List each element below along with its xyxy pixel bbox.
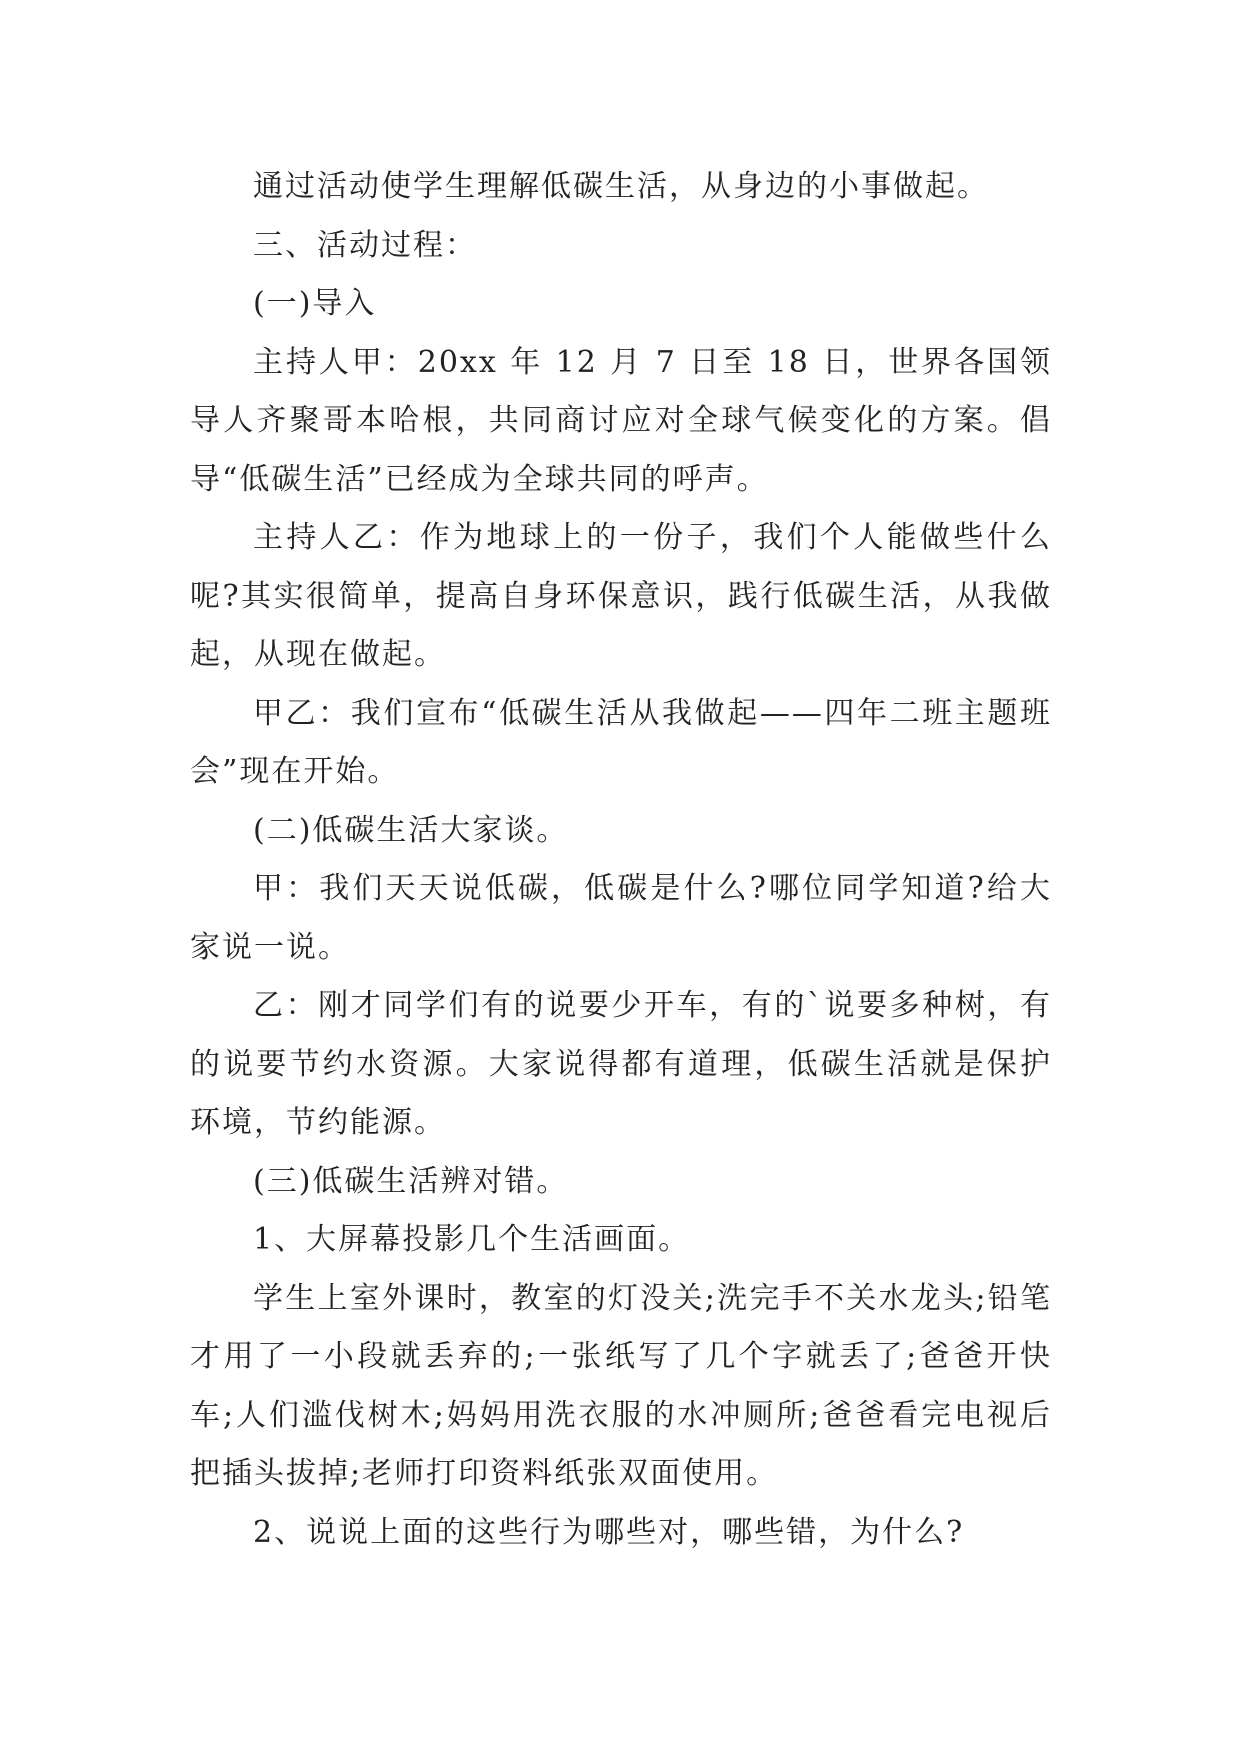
- paragraph-host-a: 主持人甲：20xx 年 12 月 7 日至 18 日，世界各国领导人齐聚哥本哈根，共同商讨应对全球气候变化的方案。倡导“低碳生活”已经成为全球共同的呼声。: [190, 344, 1052, 497]
- paragraph-announcement: 甲乙：我们宣布“低碳生活从我做起——四年二班主题班会”现在开始。: [190, 695, 1052, 789]
- document-body: [190, 158, 1052, 1562]
- paragraph-a-question: 甲：我们天天说低碳，低碳是什么?哪位同学知道?给大家说一说。: [190, 871, 1052, 965]
- paragraph-host-b: 主持人乙：作为地球上的一份子，我们个人能做些什么呢?其实很简单，提高自身环保意识，践行低碳生活，从我做起，从现在做起。: [190, 520, 1052, 672]
- list-item-2: 2、说说上面的这些行为哪些对，哪些错，为什么?: [253, 1514, 965, 1550]
- paragraph-b-summary: 乙：刚才同学们有的说要少开车，有的`说要多种树，有的说要节约水资源。大家说得都有道理，低碳生活就是保护环境，节约能源。: [190, 988, 1052, 1140]
- subheading-introduction: (一)导入: [253, 286, 377, 321]
- paragraph-goal: 通过活动使学生理解低碳生活，从身边的小事做起。: [253, 169, 989, 204]
- subheading-right-wrong: (三)低碳生活辨对错。: [253, 1163, 569, 1199]
- paragraph-scenarios: 学生上室外课时，教室的灯没关;洗完手不关水龙头;铅笔才用了一小段就丢弃的;一张纸写了几个字就丢了;爸爸开快车;人们滥伐树木;妈妈用洗衣服的水冲厕所;爸爸看完电视后把插头拔掉;老师打印资料纸张双面使用。: [190, 1280, 1052, 1491]
- list-item-1: 1、大屏幕投影几个生活画面。: [253, 1222, 691, 1257]
- subheading-discussion: (二)低碳生活大家谈。: [253, 812, 569, 848]
- heading-activity-process: 三、活动过程：: [253, 227, 477, 263]
